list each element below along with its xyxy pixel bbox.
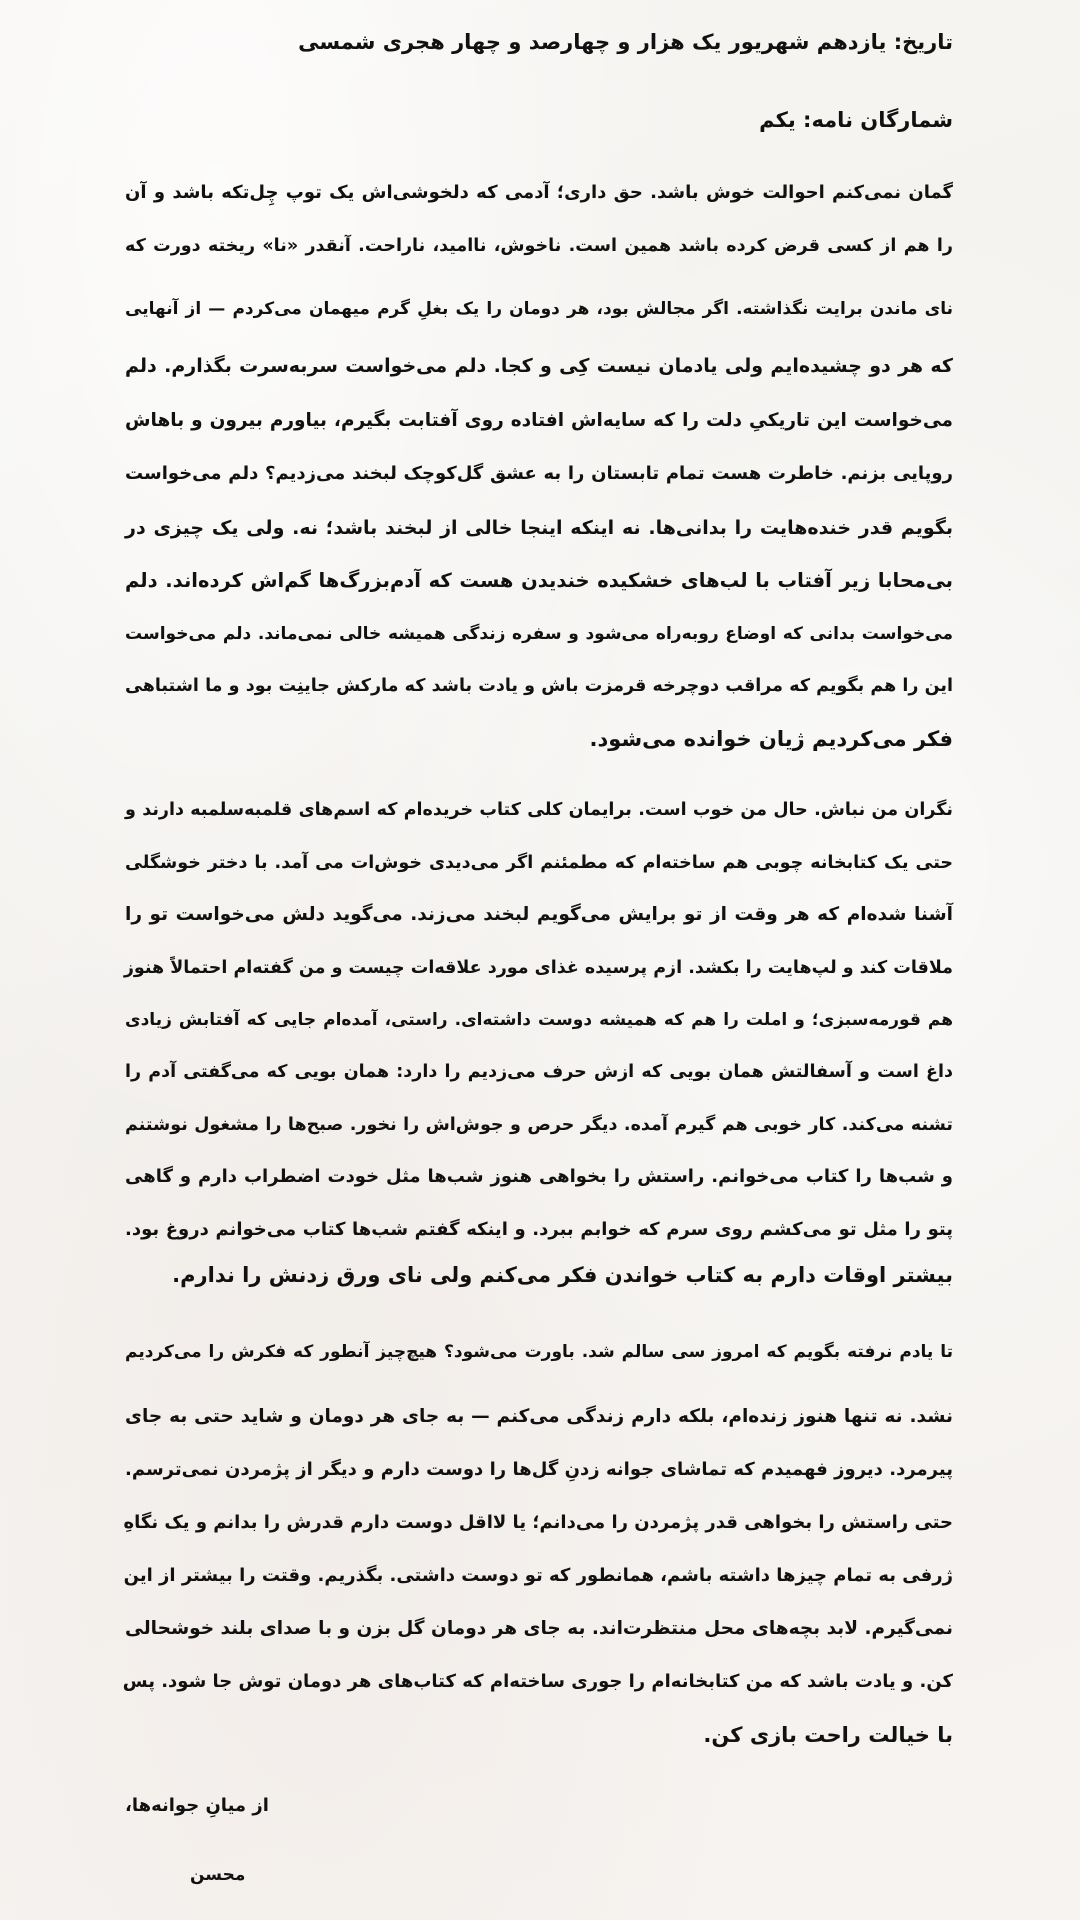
paragraph-line: می‌خواست بدانی که اوضاع روبه‌راه می‌شود و سفره زندگی همیشه خالی نمی‌ماند. دلم می‌خواست bbox=[125, 624, 953, 644]
signature: محسن bbox=[190, 1865, 246, 1885]
paragraph-line: نمی‌گیرم. لابد بچه‌های محل منتظرت‌اند. به جای هر دومان گل بزن و با صدای بلند خوشحالی bbox=[125, 1618, 953, 1639]
paragraph-line: نای ماندن برایت نگذاشته. اگر مجالش بود، هر دومان را یک بغلِ گرم میهمان می‌کردم — از آنهایی bbox=[125, 299, 953, 319]
paragraph-line: فکر می‌کردیم ژیان خوانده می‌شود. bbox=[589, 727, 953, 751]
letter-date: تاریخ: یازدهم شهریور یک هزار و چهارصد و چهار هجری شمسی bbox=[298, 30, 953, 54]
paragraph-line: که هر دو چشیده‌ایم ولی یادمان نیست کِی و کجا. دلم می‌خواست سربه‌سرت بگذارم. دلم bbox=[125, 355, 953, 377]
paragraph-line: کن. و یادت باشد که من کتابخانه‌ام را جوری ساخته‌ام که کتاب‌های هر دومان توش جا شود. پس bbox=[122, 1671, 953, 1692]
paragraph-line: هم قورمه‌سبزی؛ و املت را هم که همیشه دوست داشته‌ای. راستی، آمده‌ام جایی که آفتابش زیادی bbox=[125, 1010, 953, 1030]
paragraph-line: حتی یک کتابخانه چوبی هم ساخته‌ام که مطمئنم اگر می‌دیدی خوش‌ات می آمد. با دختر خوشگلی bbox=[125, 853, 953, 873]
paragraph-line: می‌خواست این تاریکیِ دلت را که سایه‌اش افتاده روی آفتابت بگیرم، بیاورم بیرون و باهاش bbox=[125, 410, 953, 431]
paragraph-line: روپایی بزنم. خاطرت هست تمام تابستان را به عشق گل‌کوچک لبخند می‌زدیم؟ دلم می‌خواست bbox=[125, 463, 953, 484]
paragraph-line: بگویم قدر خنده‌هایت را بدانی‌ها. نه اینکه اینجا خالی از لبخند باشد؛ نه. ولی یک چیزی در bbox=[125, 517, 953, 539]
paragraph-line: نشد. نه تنها هنوز زنده‌ام، بلکه دارم زندگی می‌کنم — به جای هر دومان و شاید حتی به جای bbox=[125, 1406, 953, 1427]
paragraph-line: را هم از کسی قرض کرده باشد همین است. ناخوش، ناامید، ناراحت. آنقدر «نا» ریخته دورت که bbox=[125, 236, 953, 256]
paragraph-line: و شب‌ها را کتاب می‌خوانم. راستش را بخواهی هنوز شب‌ها مثل خودت اضطراب دارم و گاهی bbox=[125, 1166, 953, 1187]
paragraph-line: تشنه می‌کند. کار خوبی هم گیرم آمده. دیگر حرص و جوش‌اش را نخور. صبح‌ها را مشغول نوشتنم bbox=[125, 1115, 953, 1135]
paragraph-line: ژرفی به تمام چیزها داشته باشم، همانطور که تو دوست داشتی. بگذریم. وقتت را بیشتر از این bbox=[123, 1565, 953, 1586]
paragraph-line: با خیالت راحت بازی کن. bbox=[703, 1723, 953, 1747]
paragraph-line: بی‌محابا زیر آفتاب با لب‌های خشکیده خندیدن هست که آدم‌بزرگ‌ها گم‌اش کرده‌اند. دلم bbox=[125, 569, 953, 592]
paragraph-line: این را هم بگویم که مراقب دوچرخه قرمزت باش و یادت باشد که مارکش جاینِت بود و ما اشتباهی bbox=[125, 676, 953, 696]
paragraph-line: حتی راستش را بخواهی قدر پژمردن را می‌دانم؛ یا لااقل دوست دارم قدرش را بدانم و یک نگاهِ bbox=[123, 1512, 953, 1533]
valediction: از میانِ جوانه‌ها، bbox=[125, 1795, 269, 1816]
paragraph-line: داغ است و آسفالتش همان بویی که ازش حرف می‌زدیم را دارد: همان بویی که می‌گفتی آدم را bbox=[125, 1062, 953, 1082]
paragraph-line: ملاقات کند و لپ‌هایت را بکشد. ازم پرسیده غذای مورد علاقه‌ات چیست و من گفته‌ام احتمالاً هنوز bbox=[123, 958, 953, 978]
paragraph-line: پیرمرد. دیروز فهمیدم که تماشای جوانه زدنِ گل‌ها را دوست دارم و دیگر از پژمردن نمی‌ترسم. bbox=[125, 1459, 953, 1480]
paragraph-line: پتو را مثل تو می‌کشم روی سرم که خوابم ببرد. و اینکه گفتم شب‌ها کتاب می‌خوانم دروغ بود. bbox=[125, 1219, 953, 1240]
paragraph-line: بیشتر اوقات دارم به کتاب خواندن فکر می‌کنم ولی نای ورق زدنش را ندارم. bbox=[172, 1263, 953, 1287]
paragraph-line: گمان نمی‌کنم احوالت خوش باشد. حق داری؛ آدمی که دلخوشی‌اش یک توپ چِل‌تکه باشد و آن bbox=[125, 182, 953, 203]
paragraph-line: نگران من نباش. حال من خوب است. برایمان کلی کتاب خریده‌ام که اسم‌های قلمبه‌سلمبه دارند و bbox=[125, 800, 953, 820]
letter-number: شمارگان نامه: یکم bbox=[759, 108, 953, 132]
paragraph-line: آشنا شده‌ام که هر وقت از تو برایش می‌گویم لبخند می‌زند. می‌گوید دلش می‌خواست تو را bbox=[125, 904, 953, 925]
paragraph-line: تا یادم نرفته بگویم که امروز سی سالم شد. باورت می‌شود؟ هیچ‌چیز آنطور که فکرش را می‌کردیم bbox=[125, 1342, 953, 1362]
